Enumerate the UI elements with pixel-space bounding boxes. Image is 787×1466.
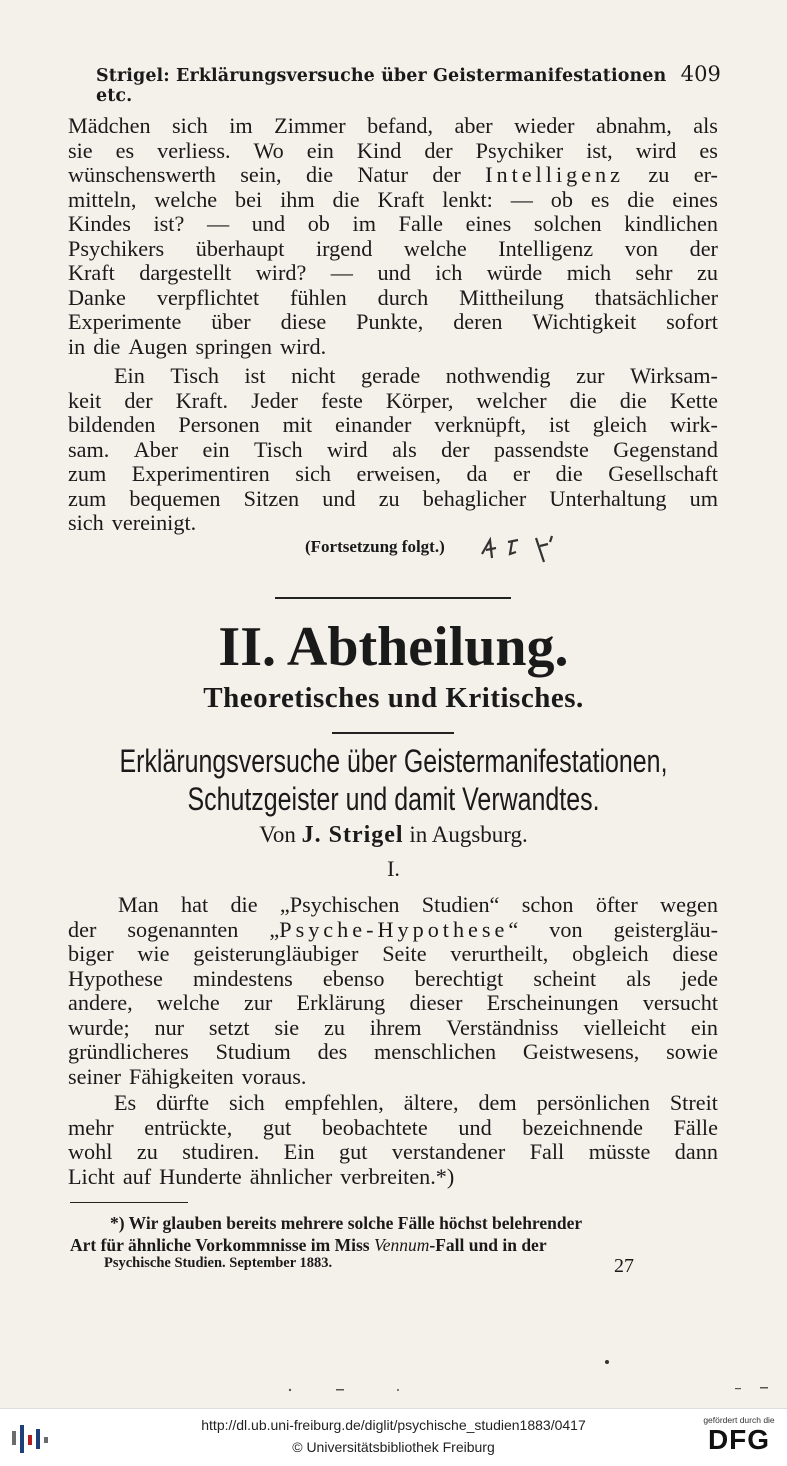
page-footer (104, 1255, 634, 1278)
footnote (70, 1212, 720, 1256)
text-line: mitteln, welche bei ihm die Kraft lenkt: — ob es die eines (68, 186, 718, 212)
continuation-note: (Fortsetzung folgt.) (305, 537, 445, 556)
divider-rule (275, 597, 511, 599)
divider-rule-short (332, 732, 454, 734)
text-line: wünschenswerth sein, die Natur der Intelligenz zu er- (68, 162, 718, 187)
section-title: II. Abtheilung. (218, 616, 569, 678)
journal-line: Psychische Studien. September 1883. (104, 1255, 333, 1271)
text-line: Kraft dargestellt wird? — und ich würde mich sehr zu (68, 260, 718, 285)
text-line: zum Experimentiren sich erweisen, da er die Gesellschaft (68, 461, 718, 486)
text-line: wohl zu studiren. Ein gut verstandener Fall müsste dann (68, 1139, 718, 1164)
text-line: sam. Aber ein Tisch wird als der passendste Gegenstand (68, 436, 718, 462)
footnote-line-1: *) Wir glauben bereits mehrere solche Fälle höchst belehrender (110, 1213, 583, 1233)
text-line: bildenden Personen mit einander verknüpft, ist gleich wirk- (68, 412, 718, 437)
footnote-italic-name: Vennum (374, 1235, 430, 1255)
source-url-link[interactable]: http://dl.ub.uni-freiburg.de/diglit/psychische_studien1883/0417 (201, 1417, 586, 1433)
running-header (96, 62, 721, 106)
footnote-line-2 (70, 1234, 720, 1256)
text-line: biger wie geisterungläubiger Seite verurtheilt, obgleich diese (68, 941, 718, 966)
copyright-text: © Universitätsbibliothek Freiburg (292, 1439, 495, 1455)
text-line: gründlicheres Studium des menschlichen Geistwesens, sowie (68, 1039, 718, 1064)
text-line: Es dürfte sich empfehlen, ältere, dem persönlichen Streit (114, 1090, 718, 1115)
running-title: Strigel: Erklärungsversuche über Geistermanifestationen etc. (96, 66, 667, 106)
handwritten-mark-icon (478, 532, 564, 566)
text-line: Mädchen sich im Zimmer befand, aber wieder abnahm, als (68, 113, 718, 138)
chapter-number: I. (387, 856, 400, 881)
text-line: Danke verpflichtet fühlen durch Mittheilung thatsächlicher (68, 284, 718, 310)
text-line: Hypothese mindestens ebenso berechtigt scheint als jede (68, 965, 718, 991)
paragraph-1 (68, 114, 718, 359)
article-title-line-1: Erklärungsversuche über Geistermanifestationen, (119, 743, 668, 779)
text-line: in die Augen springen wird. (68, 333, 327, 359)
article-title-line-2: Schutzgeister und damit Verwandtes. (187, 781, 600, 817)
text-line: Licht auf Hunderte ähnlicher verbreiten.*) (68, 1163, 455, 1189)
dfg-funding-text: gefördert durch die (703, 1415, 775, 1425)
text-line: Ein Tisch ist nicht gerade nothwendig zur Wirksam- (114, 363, 718, 388)
paragraph-3 (68, 893, 718, 1089)
footnote-line-2-start: Art für ähnliche Vorkommnisse im Miss (70, 1235, 374, 1255)
viewer-footer-bar (0, 1408, 787, 1466)
byline-place: in Augsburg. (409, 822, 528, 847)
text-line: sie es verliess. Wo ein Kind der Psychiker ist, wird es (68, 137, 718, 163)
text-line: sich vereinigt. (68, 510, 197, 535)
footnote-line-2-end: -Fall und in der (429, 1235, 547, 1255)
text-line: andere, welche zur Erklärung dieser Erscheinungen versucht (68, 990, 718, 1015)
text-line: zum bequemen Sitzen und zu behaglicher Unterhaltung um (68, 485, 718, 511)
text-line: seiner Fähigkeiten voraus. (68, 1063, 307, 1089)
scan-specks (0, 1356, 787, 1396)
text-line: wurde; nur setzt sie zu ihrem Verständniss vielleicht ein (68, 1014, 718, 1040)
byline (0, 822, 787, 849)
footnote-rule (70, 1202, 188, 1203)
author-name: J. Strigel (301, 822, 404, 848)
paragraph-4 (68, 1091, 718, 1189)
text-line: Experimente über diese Punkte, deren Wichtigkeit sofort (68, 309, 718, 334)
page-number: 409 (680, 62, 721, 86)
text-line: Man hat die „Psychischen Studien“ schon öfter wegen (118, 892, 718, 917)
text-line: Psychikers überhaupt irgend welche Intelligenz von der (68, 235, 718, 261)
dfg-logo (699, 1415, 779, 1463)
signature-number: 27 (614, 1255, 634, 1277)
text-line: keit der Kraft. Jeder feste Körper, welcher die die Kette (68, 387, 718, 413)
paragraph-2 (68, 364, 718, 536)
text-line: Kindes ist? — und ob im Falle eines solchen kindlichen (68, 211, 718, 236)
section-subtitle: Theoretisches und Kritisches. (203, 682, 584, 714)
text-line: der sogenannten „Psyche-Hypothese“ von geistergläu- (68, 916, 718, 942)
dfg-wordmark: DFG (707, 1424, 771, 1455)
byline-by: Von (259, 822, 296, 847)
text-line: mehr entrückte, gut beobachtete und bezeichnende Fälle (68, 1114, 718, 1140)
